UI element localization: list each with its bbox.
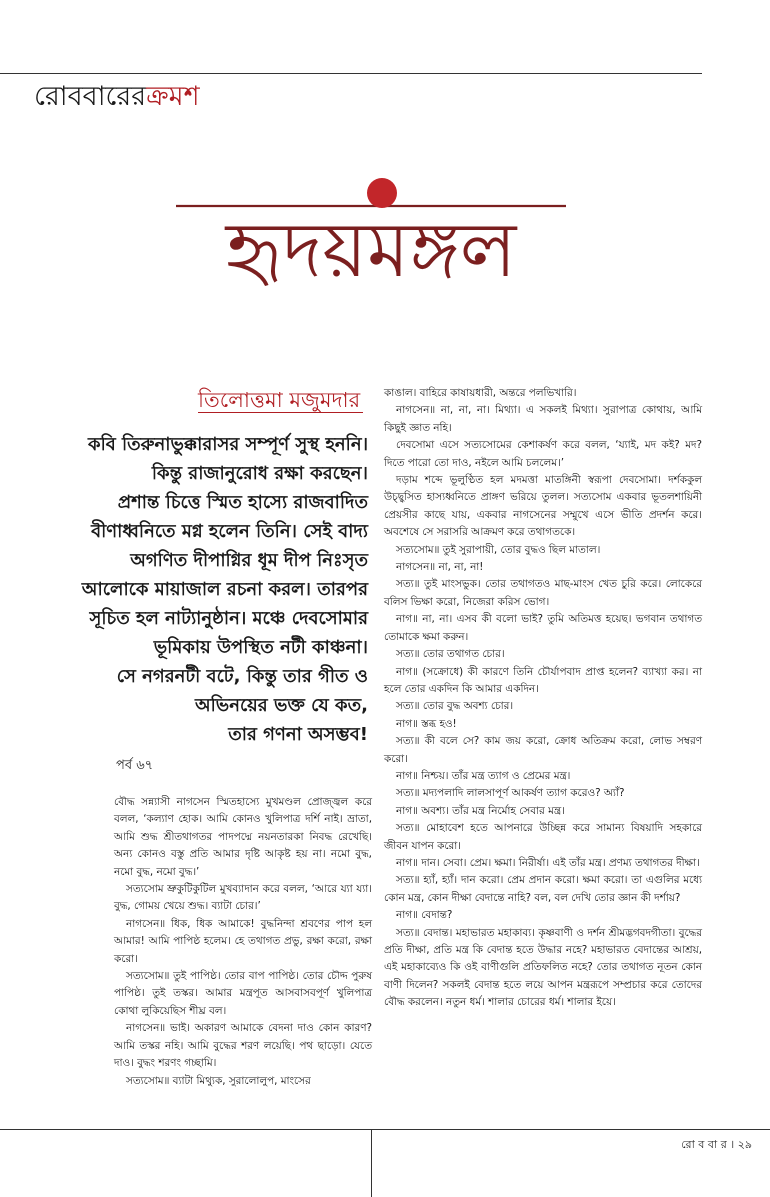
body-paragraph: নাগসেন॥ না, না, না! [396, 561, 484, 574]
footer-rule [0, 1129, 770, 1130]
body-paragraph: সত্য॥ বেদান্ত। মহাভারত মহাকাব্য। কৃষ্ণবাণী ও দর্শন শ্রীমদ্ভগবদগীতা। বুদ্ধের প্রতি দীক্ষা, প্রতি মন্ত্র কি বেদান্ত হতে উদ্ধার নহে? মহাভারত বেদান্তের আশ্রয়, এই মহাকাব্যেও কি ওই বাণীগুলি প্রতিফলিত নহে? তোর তথাগত নূতন কোন বাণী দিলেন? সকলই বেদান্ত হতে লয়ে আপন মন্ত্ররূপে সম্প্রচার করে তোদের বৌদ্ধ করলেন। নতুন ধর্ম। শালার চোরের ধর্ম। শালার ইয়ে। [384, 926, 702, 1009]
author-rule [198, 412, 363, 413]
left-column [114, 794, 372, 1090]
body-paragraph: নাগসেন॥ না, না, না। মিথ্যা। এ সকলই মিথ্যা। সুরাপাত্র কোথায়, আমি কিছুই জ্ঞাত নহি। [384, 404, 702, 434]
body-paragraph: সত্য॥ তুই মাংসভুক। তোর তথাগতও মাছ-মাংস খেত চুরি করে। লোকেরে বলিস ভিক্ষা করো, নিজেরা করিস ভোগ। [384, 578, 702, 608]
body-paragraph: কাঙাল। বাহিরে কাষায়ধারী, অন্তরে পলভিখারি। [384, 387, 577, 399]
body-paragraph: সত্য॥ হ্যাঁ, হ্যাঁ। দান করো। প্রেম প্রদান করো। ক্ষমা করো। তা এগুলির মধ্যে কোন মন্ত্র, কোন দীক্ষা বেদান্তে নাহি? বল, বল দেখি তোর জ্ঞান কী দর্শায়? [384, 874, 702, 904]
body-paragraph: নাগ॥ (সক্রোধে) কী কারণে তিনি চৌর্যাপবাদ প্রাপ্ত হলেন? ব্যাখ্যা কর। না হলে তোর একদিন কি আমার একদিন। [384, 665, 702, 695]
pull-quote-line: সে নগরনটী বটে, কিন্তু তার গীত ও [116, 666, 368, 687]
body-paragraph: নাগ॥ নিশ্চয়। তাঁর মন্ত্র ত্যাগ ও প্রেমের মন্ত্র। [396, 769, 571, 782]
body-paragraph: সত্যসোম॥ ব্যাটা মিথ্যুক, সুরালোলুপ, মাংসের [126, 1074, 311, 1087]
body-paragraph: নাগ॥ স্তব্ধ হও! [396, 717, 457, 730]
body-paragraph: সত্য॥ কী বলে সে? কাম জয় করো, ক্রোধ অতিক্রম করো, লোভ সম্বরণ করো। [384, 735, 702, 765]
title-logo [176, 176, 566, 311]
pull-quote-line: বীণাধ্বনিতে মগ্ন হলেন তিনি। সেই বাদ্য [91, 521, 368, 542]
top-rule [0, 73, 702, 74]
footer-divider [371, 1129, 372, 1197]
pull-quote-line: কিন্তু রাজানুরোধ রক্ষা করছেন। [151, 463, 368, 484]
body-paragraph: সত্যসোম ভ্রুকুটিকুটিল মুখব্যাদান করে বলল, ‘আরে য্যা য্যা। বুদ্ধ, গোময় খেয়ে শুদ্ধ। ব্যাটা চোর।’ [114, 883, 372, 913]
right-column [384, 385, 702, 1012]
episode-number: পর্ব ৬৭ [116, 758, 154, 773]
series-header [34, 80, 200, 114]
pull-quote-line: অগণিত দীপাগ্নির ধূম দীপ নিঃসৃত [130, 550, 368, 571]
body-paragraph: সত্যসোম॥ তুই সুরাপায়ী, তোর বুদ্ধও ছিল মাতাল। [396, 543, 601, 556]
page-footer: রো ব বা র । ২৯ [681, 1138, 752, 1151]
pull-quote-line: অভিনয়ের ভক্ত যে কত, [195, 695, 368, 716]
pull-quote-line: তার গণনা অসম্ভব! [228, 724, 368, 745]
body-paragraph: নাগ॥ না, না। এসব কী বলো ভাই? তুমি অতিমত্ত হয়েছ। ভগবান তথাগত তোমাকে ক্ষমা করুন। [384, 613, 702, 643]
body-paragraph: নাগসেন॥ ভাই। অকারণ আমাকে বেদনা দাও কোন কারণ? আমি তস্কর নহি। আমি বুদ্ধের শরণ লয়েছি। পথ ছাড়ো। যেতে দাও। বুদ্ধং শরণং গচ্ছামি। [114, 1022, 372, 1070]
pull-quote [20, 430, 368, 749]
pull-quote-line: প্রশান্ত চিত্তে স্মিত হাস্যে রাজবাদিত [117, 492, 368, 513]
title-logo-dot [367, 178, 397, 208]
series-header-accent: ক্রমশ [146, 81, 200, 112]
footer-label: রো ব বা র [681, 1138, 727, 1151]
page-number: ২৯ [737, 1138, 752, 1151]
body-paragraph: সত্য॥ মোহাবেশ হতে আপনারে উচ্ছিন্ন করে সামান্য বিষয়াদি সহকারে জীবন যাপন করো। [384, 822, 702, 852]
body-paragraph: দেবসোমা এসে সত্যসোমের কেশাকর্ষণ করে বলল, ‘য্যাই, মদ কই? মদ? দিতে পারো তো দাও, নইলে আমি চললেম।’ [384, 439, 702, 469]
body-paragraph: নাগসেন॥ ধিক, ধিক আমাকে! বুদ্ধনিন্দা শ্রবণের পাপ হল আমার! আমি পাপিষ্ঠ হলেম। হে তথাগত প্রভু, রক্ষা করো, রক্ষা করো। [114, 917, 372, 965]
pull-quote-line: ভূমিকায় উপস্থিত নটী কাঞ্চনা। [153, 637, 368, 658]
series-header-label: রোববারের [34, 81, 147, 112]
body-paragraph: নাগ॥ অবশ্য। তাঁর মন্ত্র নির্মোহ সেবার মন্ত্র। [396, 804, 565, 817]
pull-quote-line: সূচিত হল নাট্যানুষ্ঠান। মঞ্চে দেবসোমার [89, 608, 368, 629]
body-paragraph: সত্যসোম॥ তুই পাপিষ্ঠ। তোর বাপ পাপিষ্ঠ। তোর চৌদ্দ পুরুষ পাপিষ্ঠ। তুই তস্কর। আমার মন্ত্রপূত আসবাসবপূর্ণ খুলিপাত্র কোথা লুকিয়েছিস শীঘ্র বল। [114, 970, 372, 1017]
author-name: তিলোত্তমা মজুমদার [198, 388, 361, 412]
pull-quote-line: আলোকে মায়াজাল রচনা করল। তারপর [81, 579, 368, 600]
body-paragraph: সত্য॥ তোর তথাগত চোর। [396, 648, 505, 661]
body-paragraph: দড়াম শব্দে ভূলুণ্ঠিত হল মদমত্তা মাতঙ্গিনী স্বরূপা দেবসোমা। দর্শককুল উচ্ছ্বসিত হাস্যধ্বনিতে প্রাঙ্গণ ভরিয়ে তুলল। সত্যসোম একবার ভূতলশায়িনী প্রেয়সীর কাছে যায়, একবার নাগসেনের সম্মুখে এসে ভীতি প্রদর্শন করে। অবশেষে সে সরাসরি আক্রমণ করে তথাগতকে। [384, 474, 702, 539]
title-logo-text: হৃদয়মঙ্গল [225, 205, 517, 294]
pull-quote-line: কবি তিরুনাভুক্কারাসর সম্পূর্ণ সুস্থ হননি। [87, 434, 368, 455]
body-paragraph: বৌদ্ধ সন্ন্যাসী নাগসেন স্মিতহাস্যে মুখমণ্ডল প্রোজ্জ্বল করে বলল, ‘কল্যাণ হোক। আমি কোনও খুলিপাত্র দর্শি নাই। ভ্রাতা, আমি শুদ্ধ শ্রীতথাগতর পাদপদ্মে নয়নতারকা নিবদ্ধ রেখেছি। অন্য কোনও বস্তু প্রতি আমার দৃষ্টি আকৃষ্ট হয় না। নমো বুদ্ধ, নমো বুদ্ধ, নমো বুদ্ধ।’ [114, 796, 372, 878]
body-paragraph: নাগ॥ দান। সেবা। প্রেম। ক্ষমা। নিরীর্ষা। এই তাঁর মন্ত্র। প্রণম্য তথাগতর দীক্ষা। [396, 856, 700, 869]
body-paragraph: সত্য॥ তোর বুদ্ধ অবশ্য চোর। [396, 700, 514, 713]
body-paragraph: সত্য॥ মদ্যপলাদি লালসাপূর্ণ আকর্ষণ ত্যাগ করেও? অ্যাঁ? [396, 787, 625, 800]
body-paragraph: নাগ॥ বেদান্ত? [396, 909, 453, 922]
